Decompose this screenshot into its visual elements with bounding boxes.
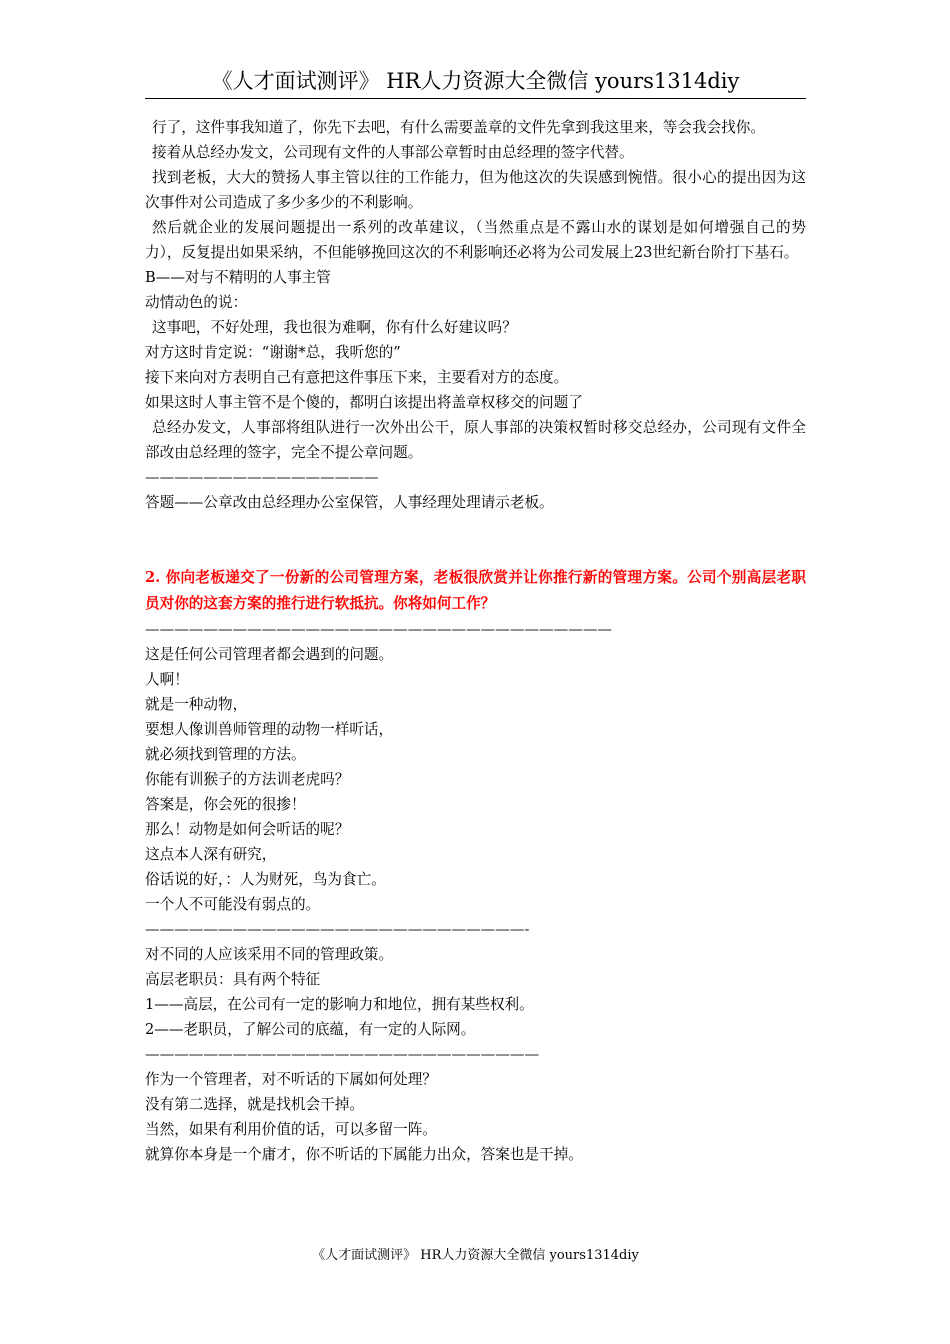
divider-line: ——————————————————————————-: [145, 921, 530, 938]
paragraph: 对不同的人应该采用不同的管理政策。: [145, 946, 394, 963]
paragraph: 这事吧，不好处理，我也很为难啊，你有什么好建议吗？: [152, 319, 517, 336]
paragraph: 当然，如果有利用价值的话，可以多留一阵。: [145, 1121, 437, 1138]
divider-line: ————————————————: [145, 469, 379, 486]
divider-line: ————————————————————————————————: [145, 621, 612, 638]
paragraph: 总经办发文，人事部将组队进行一次外出公干，原人事部的决策权暂时移交总经办，公司现有文件全部改由总经理的签字，完全不提公章问题。: [145, 419, 806, 461]
paragraph: 找到老板，大大的赞扬人事主管以往的工作能力，但为他这次的失误感到惋惜。很小心的提出因为这次事件对公司造成了多少多少的不利影响。: [145, 169, 806, 211]
page-header: 《人才面试测评》 HR人力资源大全微信 yours1314diy: [211, 69, 740, 93]
section-heading: B——对与不精明的人事主管: [145, 269, 331, 286]
paragraph: 要想人像训兽师管理的动物一样听话，: [145, 721, 394, 738]
paragraph: 接着从总经办发文，公司现有文件的人事部公章暂时由总经理的签字代替。: [152, 144, 634, 161]
paragraph: 然后就企业的发展问题提出一系列的改革建议，（当然重点是不露山水的谋划是如何增强自己的势力），反复提出如果采纳，不但能够挽回这次的不利影响还必将为公司发展上23世纪新台阶打下基石。: [145, 219, 806, 261]
spacer: [145, 515, 806, 565]
paragraph: 俗话说的好，：人为财死，鸟为食亡。: [145, 871, 386, 888]
paragraph: 动情动色的说：: [145, 294, 248, 311]
paragraph: 高层老职员：具有两个特征: [145, 971, 321, 988]
paragraph: 2——老职员，了解公司的底蕴，有一定的人际网。: [145, 1021, 476, 1038]
paragraph: 没有第二选择，就是找机会干掉。: [145, 1096, 364, 1113]
paragraph: 接下来向对方表明自己有意把这件事压下来，主要看对方的态度。: [145, 369, 569, 386]
header-rule: [145, 98, 806, 99]
paragraph: 你能有训猴子的方法训老虎吗？: [145, 771, 350, 788]
paragraph: 1——高层，在公司有一定的影响力和地位，拥有某些权利。: [145, 996, 534, 1013]
paragraph: 人啊！: [145, 671, 189, 688]
paragraph: 如果这时人事主管不是个傻的，都明白该提出将盖章权移交的问题了: [145, 394, 583, 411]
answer-line: 答题——公章改由总经理办公室保管，人事经理处理请示老板。: [145, 494, 554, 511]
paragraph: 一个人不可能没有弱点的。: [145, 896, 321, 913]
paragraph: 就是一种动物，: [145, 696, 248, 713]
paragraph: 答案是，你会死的很掺！: [145, 796, 306, 813]
paragraph: 行了，这件事我知道了，你先下去吧，有什么需要盖章的文件先拿到我这里来，等会我会找你。: [152, 119, 765, 136]
paragraph: 作为一个管理者，对不听话的下属如何处理？: [145, 1071, 437, 1088]
page-footer: 《人才面试测评》 HR人力资源大全微信 yours1314diy: [312, 1248, 639, 1263]
question-heading: 2. 你向老板递交了一份新的公司管理方案，老板很欣赏并让你推行新的管理方案。公司个别高层老职员对你的这套方案的推行进行软抵抗。你将如何工作？: [145, 569, 806, 612]
paragraph: 就算你本身是一个庸才，你不听话的下属能力出众，答案也是干掉。: [145, 1146, 583, 1163]
paragraph: 这是任何公司管理者都会遇到的问题。: [145, 646, 394, 663]
document-body: [145, 115, 806, 1167]
paragraph: 这点本人深有研究，: [145, 846, 277, 863]
paragraph: 对方这时肯定说：“谢谢*总，我听您的”: [145, 344, 401, 361]
paragraph: 就必须找到管理的方法。: [145, 746, 306, 763]
divider-line: ———————————————————————————: [145, 1046, 540, 1063]
paragraph: 那么！动物是如何会听话的呢？: [145, 821, 350, 838]
